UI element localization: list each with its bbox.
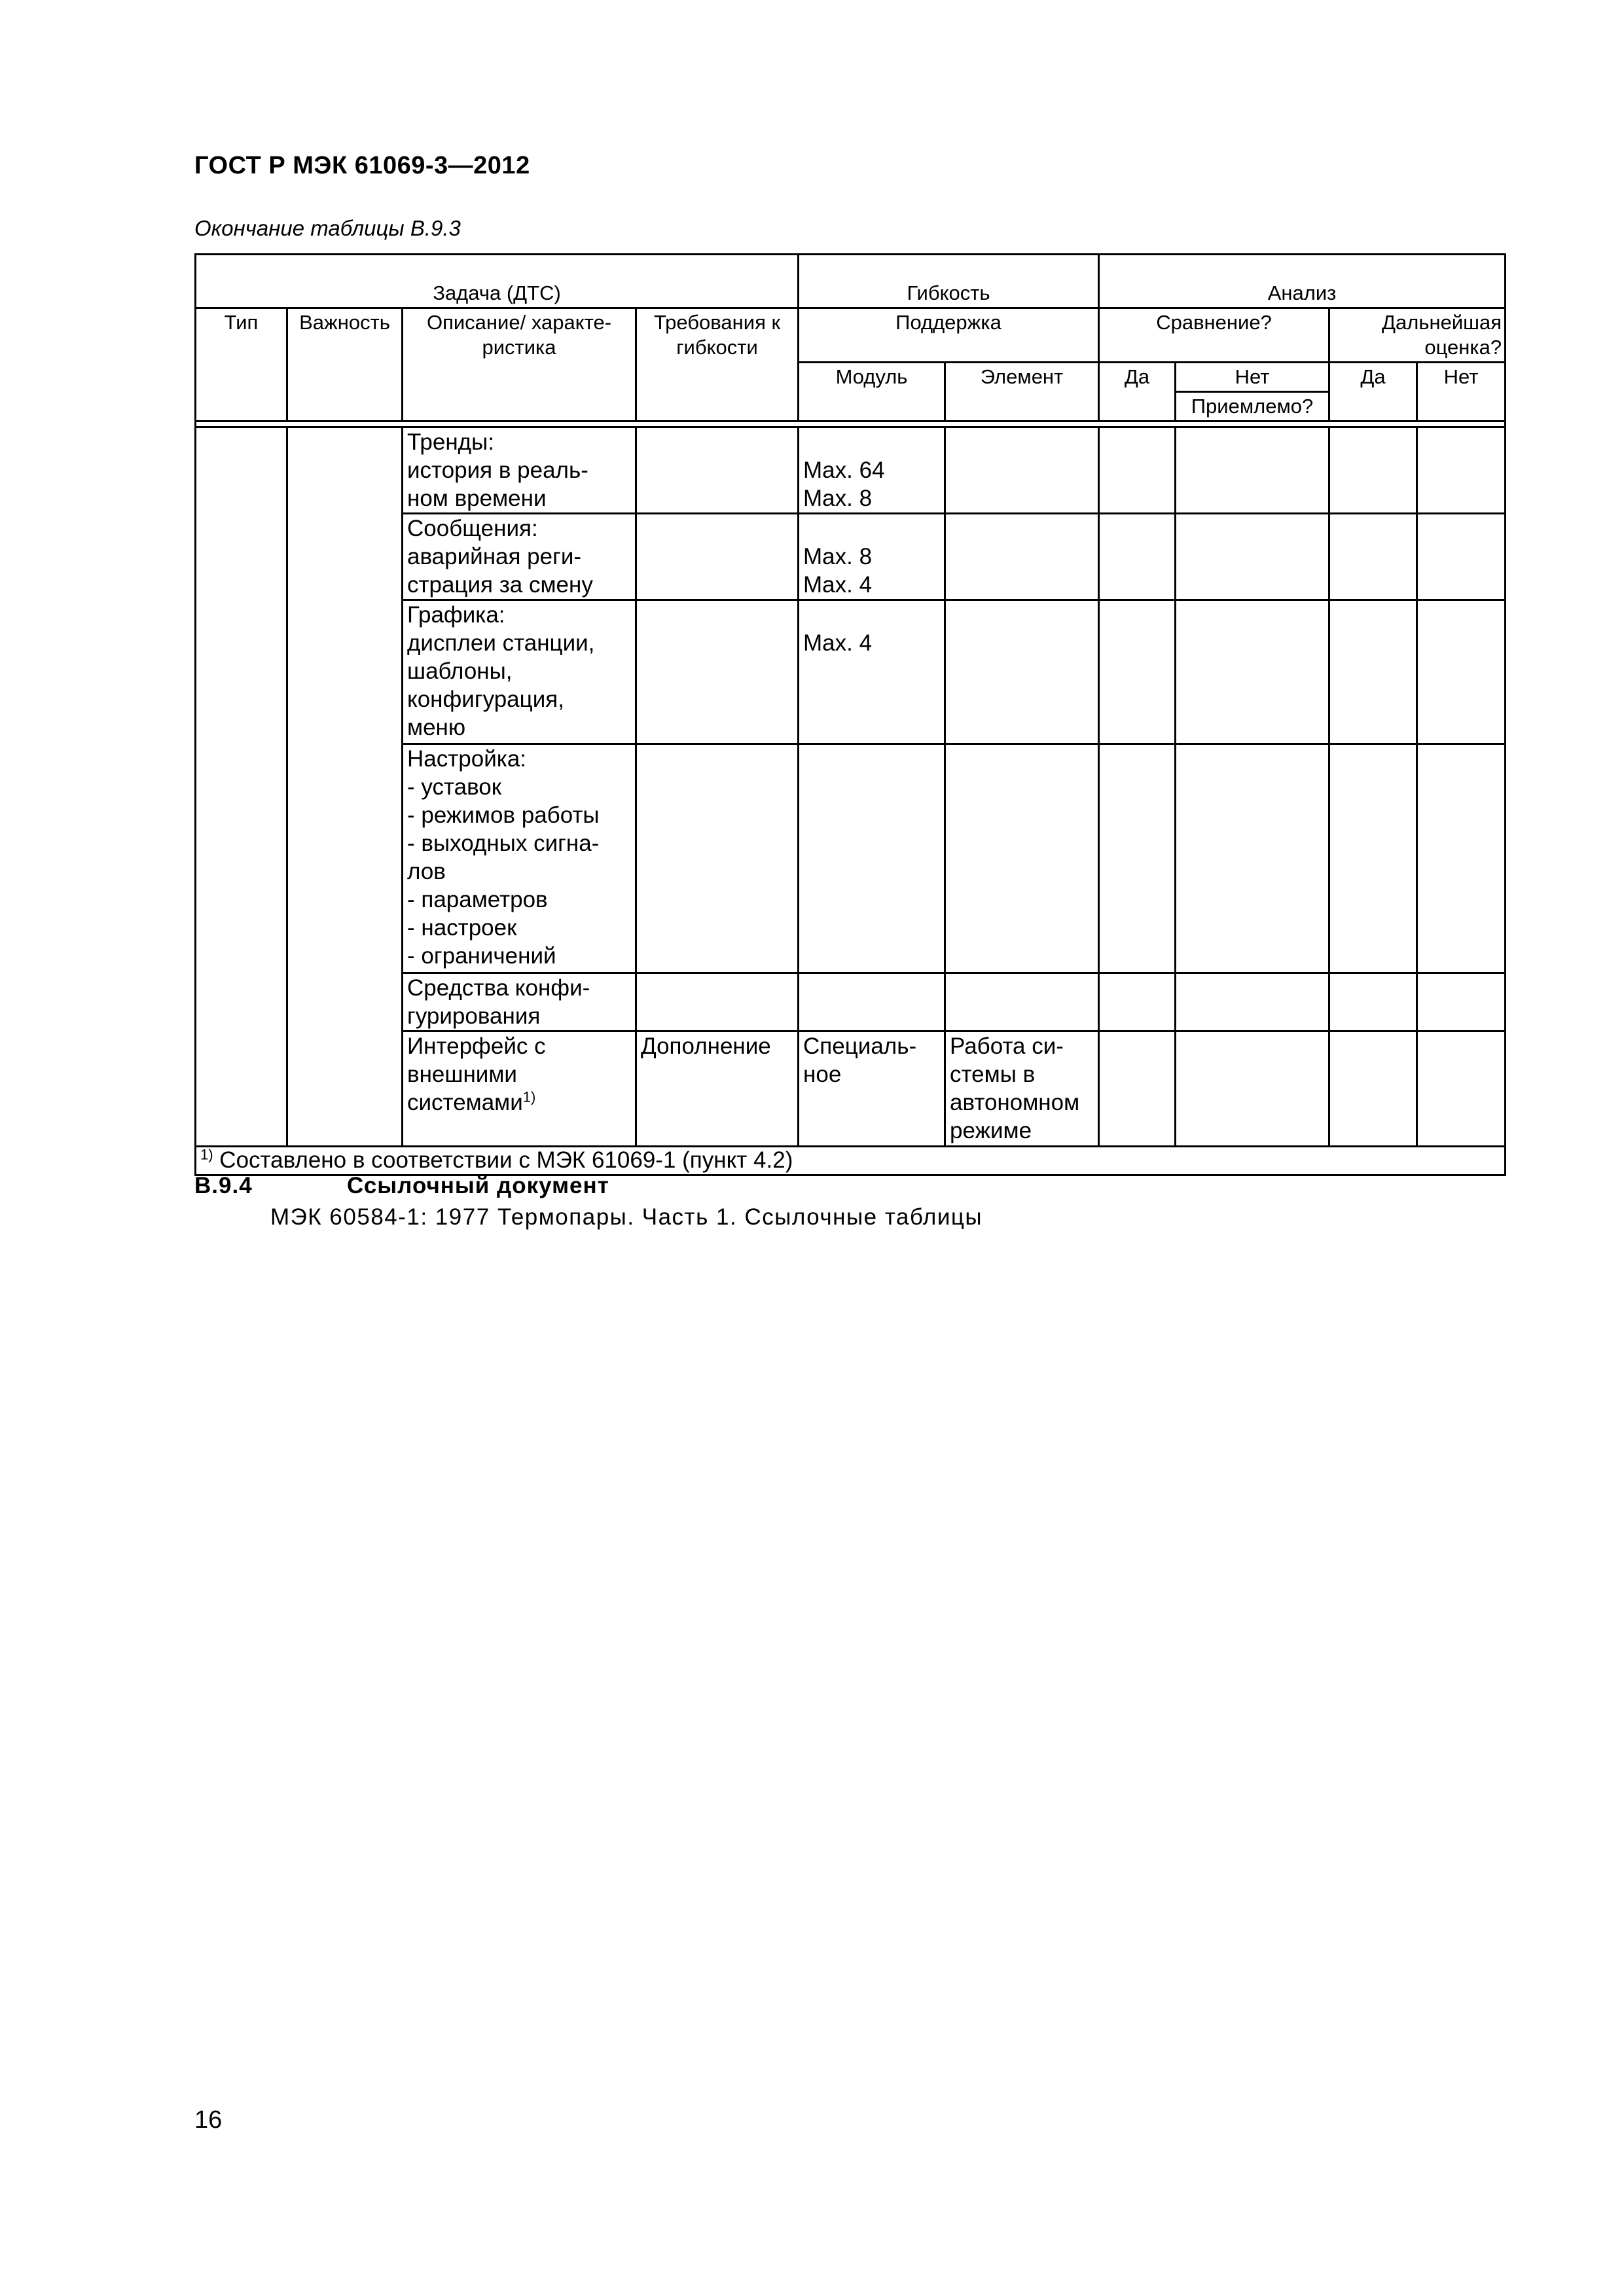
cell-no-2 [1417,514,1506,600]
cell-element [945,744,1099,973]
table-footnote [196,1147,1506,1175]
cell-no-acceptable [1176,1031,1329,1147]
col-header-no-2: Нет [1417,363,1506,422]
cell-yes [1099,744,1176,973]
header-separator [196,422,1506,427]
cell-yes [1099,514,1176,600]
cell-requirements: Дополнение [636,1031,799,1147]
cell-no-acceptable [1176,744,1329,973]
col-header-module: Модуль [799,363,945,422]
description-text: Интерфейс с внешними системами [407,1033,546,1115]
cell-description: Сообщения: аварийная реги- страция за смену [403,514,636,600]
cell-no-2 [1417,973,1506,1031]
cell-description: Настройка: - уставок - режимов работы - выходных сигна- лов - параметров - настроек - ограничений [403,744,636,973]
cell-description: Средства конфи- гурирования [403,973,636,1031]
cell-module: Max. 64 Max. 8 [799,427,945,514]
cell-no-acceptable [1176,600,1329,744]
cell-yes [1099,427,1176,514]
col-header-yes: Да [1099,363,1176,422]
cell-description [403,1031,636,1147]
reference-document: МЭК 60584-1: 1977 Термопары. Часть 1. Ссылочные таблицы [270,1204,983,1230]
cell-requirements [636,427,799,514]
page-number: 16 [194,2106,223,2134]
cell-no-2 [1417,427,1506,514]
cell-no-acceptable [1176,514,1329,600]
cell-element [945,600,1099,744]
cell-yes [1099,600,1176,744]
group-analysis: Анализ [1099,255,1506,308]
section-number: В.9.4 [194,1173,253,1198]
col-header-element: Элемент [945,363,1099,422]
cell-importance [287,427,403,1147]
cell-element [945,973,1099,1031]
requirements-table [194,253,1506,1176]
cell-requirements [636,600,799,744]
cell-yes [1099,973,1176,1031]
cell-module: Max. 8 Max. 4 [799,514,945,600]
group-flexibility: Гибкость [799,255,1099,308]
col-header-no: Нет [1176,363,1329,392]
cell-no-acceptable [1176,973,1329,1031]
section-title: Ссылочный документ [347,1173,609,1198]
cell-requirements [636,514,799,600]
cell-description: Графика: дисплеи станции, шаблоны, конфигурация, меню [403,600,636,744]
cell-element [945,427,1099,514]
document-header: ГОСТ Р МЭК 61069-3—2012 [194,152,530,179]
cell-no-2 [1417,744,1506,973]
cell-type [196,427,287,1147]
cell-yes-2 [1329,514,1417,600]
col-header-yes-2: Да [1329,363,1417,422]
cell-element [945,514,1099,600]
cell-module [799,744,945,973]
col-header-comparison: Сравнение? [1099,308,1329,363]
col-header-requirements: Требования к гибкости [636,308,799,422]
cell-module: Max. 4 [799,600,945,744]
cell-yes [1099,1031,1176,1147]
cell-description: Тренды: история в реаль- ном времени [403,427,636,514]
cell-yes-2 [1329,427,1417,514]
cell-module [799,973,945,1031]
col-header-acceptable: Приемлемо? [1176,392,1329,422]
footnote-text: Составлено в соответствии с МЭК 61069-1 (пункт 4.2) [213,1147,793,1173]
cell-yes-2 [1329,600,1417,744]
cell-element: Работа си- стемы в автономном режиме [945,1031,1099,1147]
cell-no-acceptable [1176,427,1329,514]
cell-no-2 [1417,600,1506,744]
cell-yes-2 [1329,744,1417,973]
group-task: Задача (ДТС) [196,255,799,308]
footnote-mark: 1) [200,1146,213,1163]
cell-module: Специаль- ное [799,1031,945,1147]
col-header-type: Тип [196,308,287,422]
col-header-further-evaluation: Дальнейшая оценка? [1329,308,1506,363]
col-header-description: Описание/ характе- ристика [403,308,636,422]
footnote-ref: 1) [522,1088,536,1105]
cell-requirements [636,744,799,973]
cell-yes-2 [1329,1031,1417,1147]
cell-yes-2 [1329,973,1417,1031]
table-caption: Окончание таблицы В.9.3 [194,216,461,240]
col-header-importance: Важность [287,308,403,422]
col-header-support: Поддержка [799,308,1099,363]
cell-requirements [636,973,799,1031]
cell-no-2 [1417,1031,1506,1147]
